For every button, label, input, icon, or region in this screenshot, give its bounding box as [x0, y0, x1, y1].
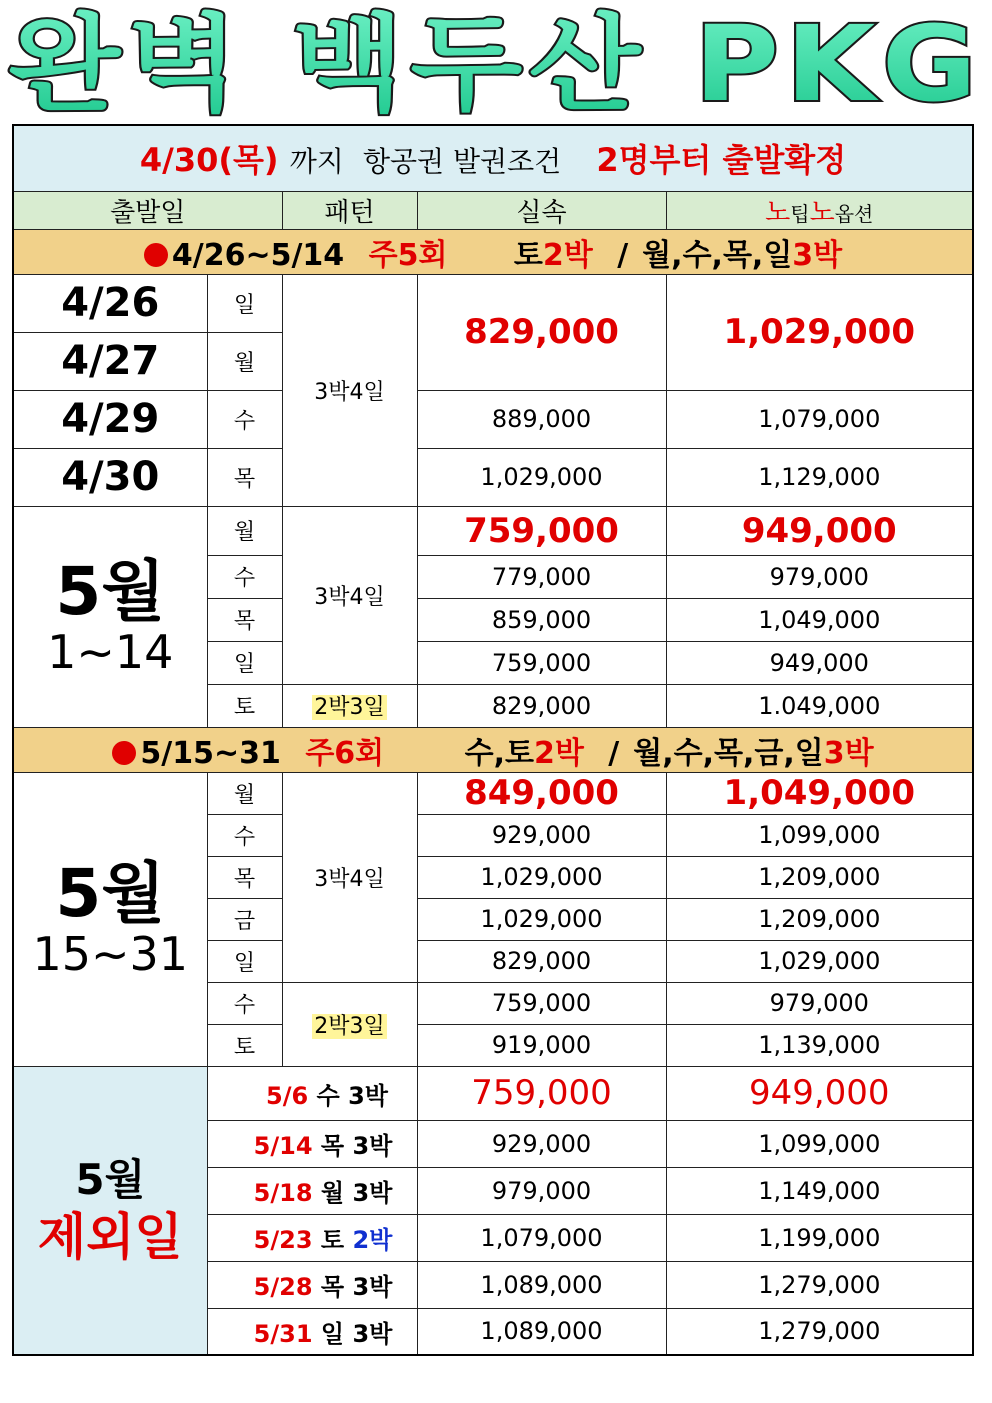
table-cell: 1,149,000: [666, 1167, 973, 1214]
table-cell: 일: [207, 274, 282, 332]
table-cell: 1,029,000: [417, 856, 666, 898]
price-table: [12, 124, 974, 1356]
table-cell: 1,099,000: [666, 1120, 973, 1167]
header-departure: 출발일: [13, 191, 282, 229]
table-row: [13, 390, 973, 448]
table-cell: 4/29: [13, 390, 207, 448]
price-option: 1,129,000: [666, 448, 973, 506]
deadline-date: 4/30(목): [139, 141, 279, 180]
table-cell: 1,209,000: [666, 856, 973, 898]
table-row: [13, 1066, 973, 1120]
page-title: [0, 0, 992, 118]
section-header-2: [13, 727, 973, 772]
table-row: [13, 772, 973, 814]
table-cell: 979,000: [666, 982, 973, 1024]
table-cell: 1.049,000: [666, 684, 973, 727]
table-cell: 1,089,000: [417, 1261, 666, 1308]
section1-range: 4/26~5/14: [171, 237, 345, 273]
table-cell: 토: [207, 684, 282, 727]
table-cell: 4/26: [13, 274, 207, 332]
deadline-until: 까지: [289, 145, 344, 179]
table-cell: 1,089,000: [417, 1308, 666, 1355]
table-cell: 1,209,000: [666, 898, 973, 940]
table-cell: 4/27: [13, 332, 207, 390]
table-cell: 949,000: [666, 641, 973, 684]
table-cell: 1,279,000: [666, 1261, 973, 1308]
pattern-cell: 2박3일: [282, 982, 417, 1066]
table-cell: 759,000: [417, 641, 666, 684]
table-cell: 일: [207, 641, 282, 684]
table-cell: 1,139,000: [666, 1024, 973, 1066]
table-cell: 779,000: [417, 555, 666, 598]
table-cell: 5/14 목 3박: [207, 1120, 417, 1167]
table-cell: 목: [207, 448, 282, 506]
table-cell: 월: [207, 332, 282, 390]
pattern-cell: 3박4일: [282, 506, 417, 684]
table-row: [13, 506, 973, 555]
condition-banner: [13, 125, 973, 191]
table-cell: 5/28 목 3박: [207, 1261, 417, 1308]
table-cell: [13, 125, 973, 191]
section-header-1: [13, 229, 973, 274]
title-text: 완벽 백두산 PKG: [8, 3, 984, 118]
table-cell: 1,079,000: [417, 1214, 666, 1261]
red-dot-icon: [112, 741, 136, 765]
section2-range: 5/15~31: [140, 735, 281, 771]
table-cell: 929,000: [417, 1120, 666, 1167]
table-cell: 929,000: [417, 814, 666, 856]
table-cell: 5/18 월 3박: [207, 1167, 417, 1214]
month-label: 5월 1~14: [13, 506, 207, 727]
pattern-cell: 2박3일: [282, 684, 417, 727]
table-cell: 월: [207, 772, 282, 814]
table-cell: 1,029,000: [666, 940, 973, 982]
table-cell: 829,000: [417, 940, 666, 982]
table-cell: 759,000: [417, 982, 666, 1024]
price-net: 759,000: [417, 506, 666, 555]
table-cell: 1,029,000: [417, 898, 666, 940]
price-net: 849,000: [417, 772, 666, 814]
table-cell: 979,000: [666, 555, 973, 598]
excluded-label: 5월 제외일: [13, 1066, 207, 1355]
price-net: 1,029,000: [417, 448, 666, 506]
table-cell: 일: [207, 940, 282, 982]
table-cell: 목: [207, 598, 282, 641]
table-cell: 949,000: [666, 1066, 973, 1120]
price-option: 1,049,000: [666, 772, 973, 814]
price-option: 1,029,000: [666, 274, 973, 390]
table-cell: 1,199,000: [666, 1214, 973, 1261]
table-cell: 979,000: [417, 1167, 666, 1214]
table-row: [13, 448, 973, 506]
month-label: 5월 15~31: [13, 772, 207, 1066]
table-cell: 4/30: [13, 448, 207, 506]
price-net: 889,000: [417, 390, 666, 448]
table-cell: 5/23 토 2박: [207, 1214, 417, 1261]
table-cell: 919,000: [417, 1024, 666, 1066]
table-cell: 859,000: [417, 598, 666, 641]
table-cell: 5/31 일 3박: [207, 1308, 417, 1355]
header-pattern: 패턴: [282, 191, 417, 229]
table-cell: 1,279,000: [666, 1308, 973, 1355]
table-cell: 월: [207, 506, 282, 555]
table-cell: 수: [207, 814, 282, 856]
table-cell: 829,000: [417, 684, 666, 727]
table-cell: 759,000: [417, 1066, 666, 1120]
table-cell: 4/26~5/14 주5회 토2박 / 월,수,목,일3박: [13, 229, 973, 274]
price-option: 1,079,000: [666, 390, 973, 448]
table-cell: 5/15~31 주6회 수,토2박 / 월,수,목,금,일3박: [13, 727, 973, 772]
ticket-condition: 항공권 발권조건: [362, 145, 562, 179]
departure-confirm: 2명부터 출발확정: [596, 141, 847, 180]
table-cell: 금: [207, 898, 282, 940]
price-net: 829,000: [417, 274, 666, 390]
section2-freq: 주6회: [305, 735, 385, 771]
table-cell: 토: [207, 1024, 282, 1066]
column-header-row: [13, 191, 973, 229]
section1-freq: 주5회: [368, 237, 448, 273]
pattern-cell: 3박4일: [282, 274, 417, 506]
table-row: [13, 274, 973, 332]
table-cell: 수: [207, 390, 282, 448]
red-dot-icon: [144, 243, 168, 267]
price-option: 949,000: [666, 506, 973, 555]
table-cell: 목: [207, 856, 282, 898]
header-option: 노팁노옵션: [666, 191, 973, 229]
table-cell: 1,099,000: [666, 814, 973, 856]
table-cell: 수: [207, 555, 282, 598]
table-cell: 1,049,000: [666, 598, 973, 641]
excluded-date: 5/6 수 3박: [207, 1066, 417, 1120]
table-cell: 수: [207, 982, 282, 1024]
header-net: 실속: [417, 191, 666, 229]
pattern-cell: 3박4일: [282, 772, 417, 982]
